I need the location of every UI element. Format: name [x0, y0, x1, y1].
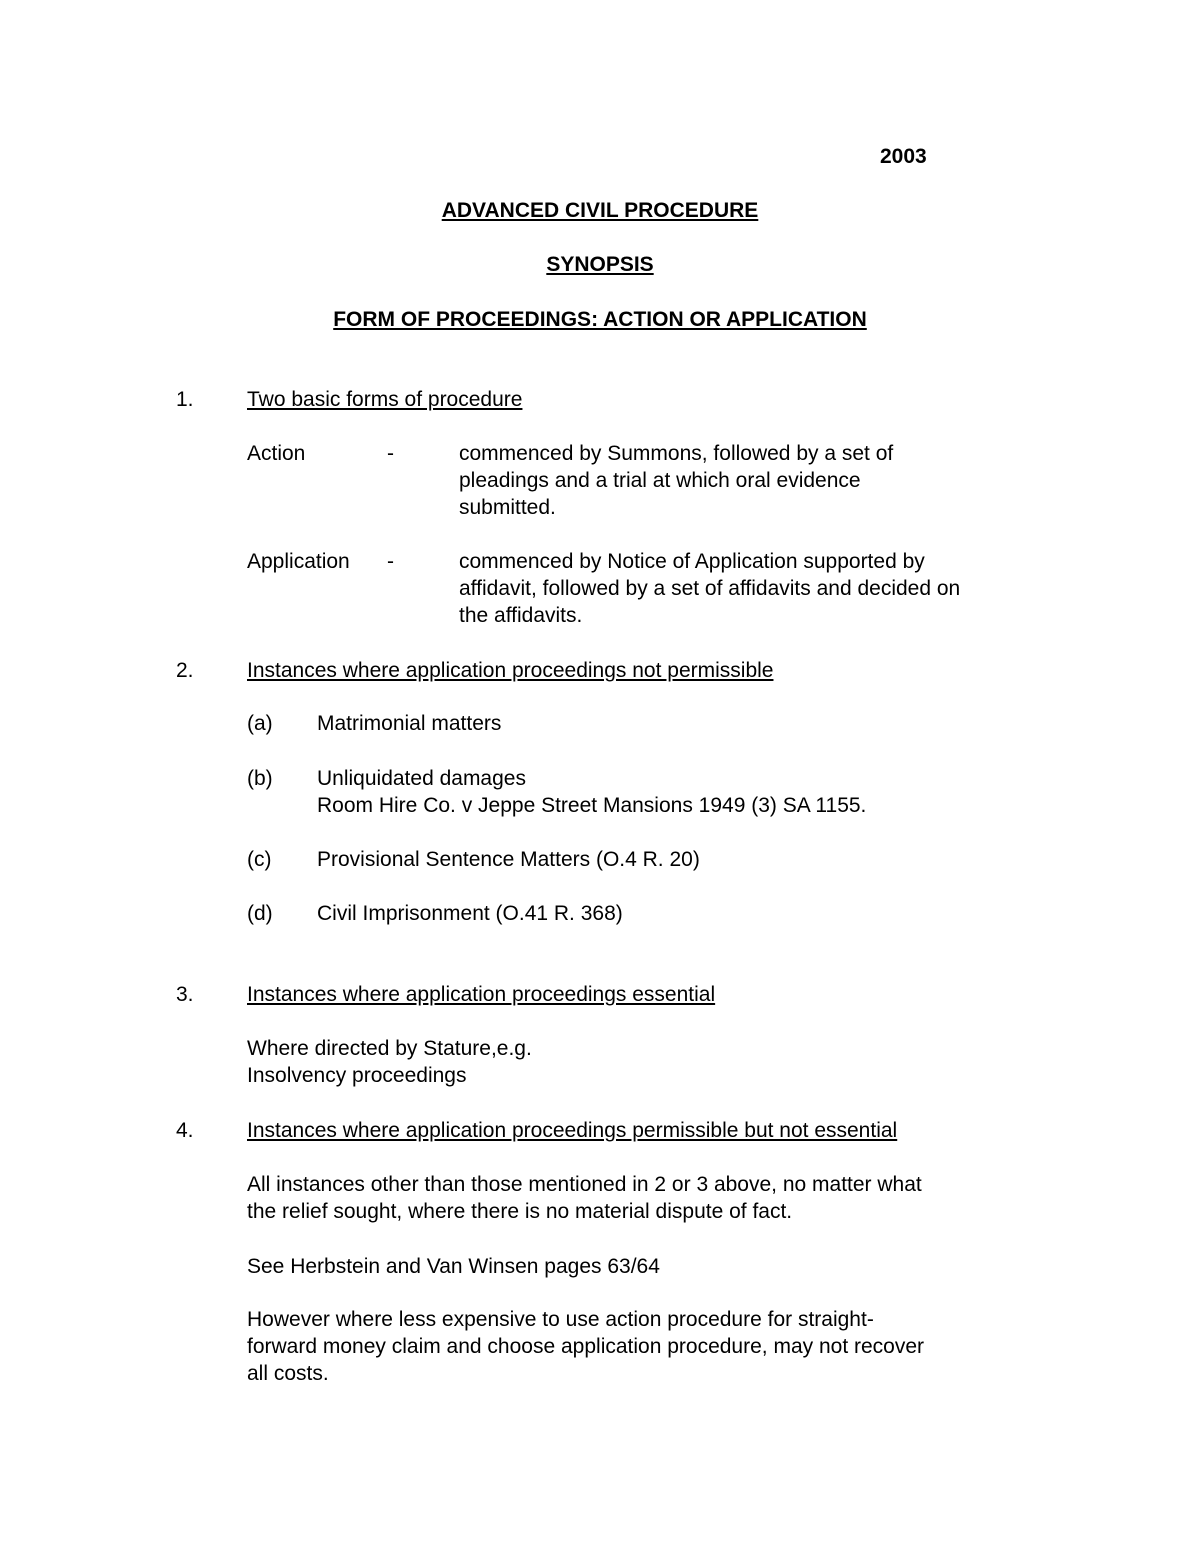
section-title: Instances where application proceedings not permissible [247, 659, 774, 682]
section-title: Two basic forms of procedure [247, 388, 523, 411]
definition-line: affidavit, followed by a set of affidavits and decided on [459, 577, 961, 600]
definition-term: Application [247, 550, 350, 573]
definition-line: commenced by Summons, followed by a set of [459, 442, 894, 465]
item-label: (d) [247, 902, 273, 925]
section-number: 4. [176, 1119, 194, 1142]
paragraph-line: Insolvency proceedings [247, 1064, 467, 1087]
document-title: ADVANCED CIVIL PROCEDURE [441, 199, 759, 222]
definition-dash: - [387, 442, 394, 465]
definition-dash: - [387, 550, 394, 573]
section-number: 3. [176, 983, 194, 1006]
section-number: 1. [176, 388, 194, 411]
definition-line: pleadings and a trial at which oral evidence [459, 469, 861, 492]
section-number: 2. [176, 659, 194, 682]
paragraph-line: See Herbstein and Van Winsen pages 63/64 [247, 1255, 660, 1278]
document-subtitle: SYNOPSIS [546, 253, 654, 276]
paragraph-line: All instances other than those mentioned in 2 or 3 above, no matter what [247, 1173, 922, 1196]
item-label: (b) [247, 767, 273, 790]
section-title: Instances where application proceedings permissible but not essential [247, 1119, 898, 1142]
item-line: Matrimonial matters [317, 712, 502, 735]
definition-line: submitted. [459, 496, 556, 519]
definition-term: Action [247, 442, 306, 465]
paragraph-line: Where directed by Stature,e.g. [247, 1037, 532, 1060]
definition-line: commenced by Notice of Application supported by [459, 550, 925, 573]
paragraph-line: However where less expensive to use action procedure for straight- [247, 1308, 874, 1331]
definition-line: the affidavits. [459, 604, 583, 627]
item-label: (a) [247, 712, 273, 735]
document-heading: FORM OF PROCEEDINGS: ACTION OR APPLICATION [333, 308, 867, 331]
item-line: Unliquidated damages [317, 767, 526, 790]
paragraph-line: all costs. [247, 1362, 329, 1385]
section-title: Instances where application proceedings essential [247, 983, 716, 1006]
document-year: 2003 [880, 145, 927, 168]
item-label: (c) [247, 848, 272, 871]
item-line: Room Hire Co. v Jeppe Street Mansions 1949 (3) SA 1155. [317, 794, 867, 817]
item-line: Provisional Sentence Matters (O.4 R. 20) [317, 848, 700, 871]
paragraph-line: the relief sought, where there is no material dispute of fact. [247, 1200, 793, 1223]
item-line: Civil Imprisonment (O.41 R. 368) [317, 902, 623, 925]
paragraph-line: forward money claim and choose application procedure, may not recover [247, 1335, 925, 1358]
